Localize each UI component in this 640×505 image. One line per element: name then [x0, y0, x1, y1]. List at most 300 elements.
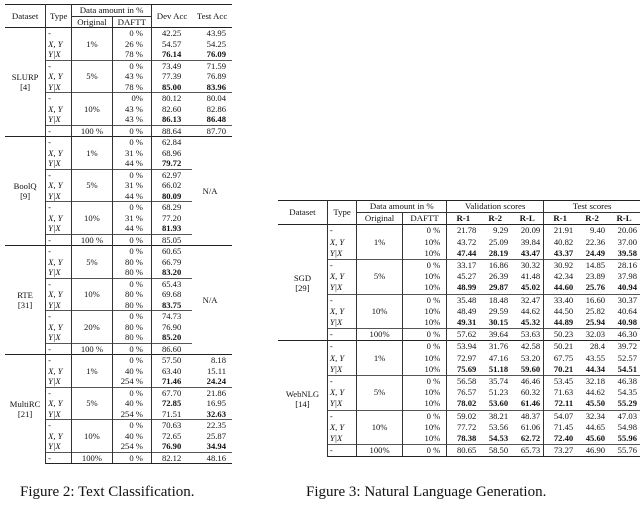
score-cell: 26.39 — [488, 271, 509, 282]
test-acc-cell: 32.63 — [206, 408, 226, 419]
type-cell: - — [46, 343, 72, 355]
type-cell: X, Y — [46, 398, 72, 409]
daftt-cell: 80 % — [125, 332, 143, 342]
type-cell: - — [327, 445, 356, 457]
score-cell: 23.89 — [585, 271, 606, 282]
score-cell: 51.18 — [488, 363, 509, 374]
col-type: Type — [46, 5, 72, 28]
score-cell: 61.06 — [520, 421, 541, 432]
score-cell: 20.06 — [608, 225, 640, 237]
type-cell: - — [327, 225, 356, 237]
daftt-cell: 0 % — [112, 60, 151, 71]
col-type: Type — [327, 201, 356, 225]
dataset-name: BoolQ — [13, 181, 37, 191]
score-cell: 46.46 — [511, 376, 544, 388]
type-cell: X, Y — [46, 431, 72, 442]
score-cell: 47.44 — [447, 248, 480, 260]
col-original: Original — [72, 16, 112, 28]
type-cell: X, Y — [327, 271, 356, 282]
score-cell: 30.15 — [488, 317, 509, 328]
col-daftt: DAFTT — [402, 213, 446, 225]
score-cell: 40.94 — [617, 282, 637, 293]
score-cell: 56.58 — [447, 376, 480, 388]
table-row — [278, 306, 640, 317]
score-cell: 18.48 — [479, 294, 511, 306]
score-cell: 39.58 — [617, 247, 637, 258]
daftt-cell: 254 % — [120, 376, 143, 386]
daftt-cell: 0 % — [402, 445, 446, 457]
score-cell: 30.37 — [608, 294, 640, 306]
daftt-cell: 43 % — [125, 103, 143, 114]
score-cell: 54.98 — [617, 421, 637, 432]
daftt-cell: 10% — [424, 236, 441, 247]
dev-acc-cell: 73.49 — [151, 60, 192, 71]
score-cell: 16.60 — [576, 294, 608, 306]
score-cell: 50.23 — [544, 329, 577, 341]
dev-acc-cell: 77.39 — [151, 71, 192, 82]
score-cell: 55.29 — [617, 398, 637, 409]
dev-acc-cell: 88.64 — [151, 125, 192, 137]
type-cell: - — [327, 260, 356, 272]
dataset-name: RTE — [17, 290, 33, 300]
type-cell: X, Y — [46, 322, 72, 333]
score-cell: 39.72 — [608, 341, 640, 353]
table-row — [278, 364, 640, 376]
score-cell: 50.21 — [544, 341, 577, 353]
score-cell: 45.60 — [585, 433, 606, 444]
score-cell: 53.20 — [520, 352, 541, 363]
score-cell: 43.47 — [520, 247, 541, 258]
score-cell: 40.64 — [617, 305, 637, 316]
daftt-cell: 0 % — [112, 28, 151, 39]
test-acc-cell: 22.35 — [192, 420, 232, 431]
score-cell: 44.89 — [544, 317, 577, 329]
original-cell: 1% — [72, 355, 112, 388]
daftt-cell: 31 % — [125, 180, 143, 190]
score-cell: 78.38 — [447, 433, 480, 445]
score-cell: 44.50 — [544, 306, 577, 317]
type-cell: - — [46, 246, 72, 257]
type-cell: Y|X — [46, 49, 72, 60]
score-cell: 41.48 — [520, 271, 541, 282]
original-cell: 10% — [72, 93, 112, 126]
daftt-cell: 44 % — [125, 158, 143, 168]
type-cell: - — [327, 410, 356, 422]
score-cell: 53.63 — [511, 329, 544, 341]
daftt-cell: 10% — [424, 421, 441, 432]
col-test-r2: R-2 — [576, 213, 608, 225]
dev-acc-cell: 66.79 — [151, 257, 192, 268]
score-cell: 44.62 — [585, 387, 606, 398]
score-cell: 45.50 — [585, 398, 606, 409]
daftt-cell: 0 % — [402, 225, 446, 237]
original-cell: 100% — [357, 445, 403, 457]
score-cell: 29.87 — [488, 282, 509, 293]
dev-acc-cell: 72.65 — [151, 431, 192, 442]
score-cell: 46.30 — [608, 329, 640, 341]
dev-acc-cell: 42.25 — [151, 28, 192, 39]
type-cell: - — [46, 355, 72, 366]
table-row — [278, 353, 640, 364]
dataset-cell — [5, 355, 46, 464]
type-cell: Y|X — [327, 364, 356, 376]
figure-caption-nlg: Figure 3: Natural Language Generation. — [306, 484, 547, 500]
table-row — [278, 398, 640, 410]
test-acc-cell: 15.11 — [206, 365, 226, 376]
type-cell: - — [46, 202, 72, 213]
type-cell: - — [327, 294, 356, 306]
daftt-cell: 0 % — [112, 234, 151, 246]
score-cell: 80.65 — [447, 445, 480, 457]
score-cell: 37.98 — [617, 271, 637, 282]
daftt-cell: 80 % — [125, 267, 143, 277]
score-cell: 43.55 — [585, 352, 606, 363]
score-cell: 45.27 — [447, 271, 480, 282]
test-acc-cell: 87.70 — [192, 125, 232, 137]
test-acc-cell: 54.25 — [206, 38, 226, 49]
dev-acc-cell: 72.85 — [151, 398, 192, 409]
original-cell: 10% — [357, 410, 403, 445]
original-cell: 5% — [72, 246, 112, 279]
col-test-acc: Test Acc — [192, 5, 232, 28]
table-row — [278, 329, 640, 341]
dev-acc-cell: 76.90 — [151, 441, 192, 452]
test-acc-cell: 34.94 — [206, 441, 226, 451]
score-cell: 35.48 — [447, 294, 480, 306]
dev-acc-cell: 71.46 — [151, 376, 192, 387]
col-dev-acc: Dev Acc — [151, 5, 192, 28]
score-cell: 54.51 — [617, 363, 637, 374]
score-cell: 49.31 — [447, 317, 480, 329]
col-test-scores: Test scores — [544, 201, 640, 213]
dev-acc-cell: 76.14 — [151, 49, 192, 60]
dev-acc-cell: 82.60 — [151, 104, 192, 115]
test-acc-cell: 43.95 — [192, 28, 232, 39]
table-row — [278, 225, 640, 237]
dev-acc-cell: 85.05 — [151, 234, 192, 246]
type-cell: - — [46, 137, 72, 148]
type-cell: Y|X — [46, 441, 72, 452]
daftt-cell: 10% — [424, 398, 441, 409]
type-cell: Y|X — [46, 158, 72, 169]
daftt-cell: 0 % — [112, 278, 151, 289]
original-cell: 10% — [72, 278, 112, 311]
type-cell: - — [46, 420, 72, 431]
type-cell: - — [327, 376, 356, 388]
dev-acc-cell: 68.96 — [151, 148, 192, 159]
score-cell: 28.4 — [576, 341, 608, 353]
daftt-cell: 44 % — [125, 223, 143, 233]
score-cell: 53.56 — [488, 421, 509, 432]
col-validation-scores: Validation scores — [447, 201, 544, 213]
type-cell: X, Y — [46, 71, 72, 82]
table-row — [278, 282, 640, 294]
table-row — [278, 294, 640, 306]
type-cell: - — [46, 311, 72, 322]
col-data-amount: Data amount in % — [357, 201, 447, 213]
dataset-name: SGD — [293, 272, 312, 283]
score-cell: 65.73 — [511, 445, 544, 457]
original-cell: 1% — [72, 137, 112, 170]
original-cell: 100% — [72, 452, 112, 464]
dev-acc-cell: 77.20 — [151, 213, 192, 224]
dev-acc-cell: 57.50 — [151, 355, 192, 366]
figure-caption-text-classification: Figure 2: Text Classification. — [20, 484, 195, 500]
score-cell: 32.34 — [576, 410, 608, 422]
test-acc-cell: 25.87 — [206, 430, 226, 441]
dev-acc-cell: 85.20 — [151, 332, 192, 343]
score-cell: 21.91 — [544, 225, 577, 237]
type-cell: Y|X — [327, 317, 356, 329]
table-row — [278, 260, 640, 272]
score-cell: 72.40 — [544, 433, 577, 445]
score-cell: 46.38 — [608, 376, 640, 388]
dataset-ref: [29] — [295, 282, 310, 293]
original-cell: 5% — [72, 169, 112, 202]
dev-acc-cell: 81.93 — [151, 223, 192, 234]
daftt-cell: 43 % — [125, 114, 143, 124]
type-cell: - — [46, 234, 72, 246]
score-cell: 53.60 — [488, 398, 509, 409]
col-val-r1: R-1 — [447, 213, 480, 225]
table-row — [278, 410, 640, 422]
type-cell: X, Y — [327, 237, 356, 248]
table-row — [278, 317, 640, 329]
daftt-cell: 80 % — [125, 256, 143, 267]
daftt-cell: 0 % — [112, 420, 151, 431]
col-test-rl: R-L — [608, 213, 640, 225]
type-cell: Y|X — [46, 114, 72, 125]
dataset-cell — [5, 137, 46, 246]
score-cell: 28.16 — [608, 260, 640, 272]
score-cell: 73.27 — [544, 445, 577, 457]
type-cell: Y|X — [46, 376, 72, 387]
score-cell: 72.97 — [447, 353, 480, 364]
daftt-cell: 80 % — [125, 321, 143, 332]
score-cell: 76.57 — [447, 387, 480, 398]
type-cell: X, Y — [46, 366, 72, 377]
type-cell: Y|X — [46, 223, 72, 234]
table-row — [5, 28, 232, 39]
type-cell: - — [46, 28, 72, 39]
type-cell: Y|X — [46, 267, 72, 278]
dev-acc-cell: 86.13 — [151, 114, 192, 125]
dataset-cell — [5, 28, 46, 137]
dataset-cell — [278, 225, 327, 341]
type-cell: - — [46, 387, 72, 398]
type-cell: Y|X — [46, 191, 72, 202]
score-cell: 71.45 — [544, 422, 577, 433]
score-cell: 51.23 — [488, 387, 509, 398]
score-cell: 45.02 — [520, 282, 541, 293]
dev-acc-cell: 69.68 — [151, 289, 192, 300]
original-cell: 10% — [72, 420, 112, 453]
original-cell: 10% — [72, 202, 112, 235]
score-cell: 42.34 — [544, 271, 577, 282]
type-cell: Y|X — [327, 282, 356, 294]
type-cell: X, Y — [46, 289, 72, 300]
test-acc-cell: 83.96 — [206, 81, 226, 92]
dataset-ref: [21] — [17, 409, 33, 420]
dataset-cell — [278, 341, 327, 457]
score-cell: 75.69 — [447, 364, 480, 376]
original-cell: 5% — [357, 260, 403, 295]
type-cell: - — [46, 169, 72, 180]
dev-acc-cell: 85.00 — [151, 82, 192, 93]
dev-acc-cell: 63.40 — [151, 366, 192, 377]
original-cell: 100 % — [72, 234, 112, 246]
dev-acc-cell: 83.75 — [151, 300, 192, 311]
score-cell: 42.58 — [511, 341, 544, 353]
score-cell: 20.09 — [511, 225, 544, 237]
daftt-cell: 0 % — [112, 137, 151, 148]
score-cell: 39.64 — [479, 329, 511, 341]
daftt-cell: 0 % — [112, 452, 151, 464]
daftt-cell: 0 % — [112, 246, 151, 257]
daftt-cell: 0 % — [112, 169, 151, 180]
type-cell: - — [46, 93, 72, 104]
type-cell: X, Y — [46, 180, 72, 191]
score-cell: 52.57 — [617, 352, 637, 363]
original-cell: 5% — [357, 376, 403, 411]
score-cell: 59.60 — [520, 363, 541, 374]
score-cell: 16.86 — [479, 260, 511, 272]
dataset-name: MultiRC — [9, 399, 41, 410]
score-cell: 53.45 — [544, 376, 577, 388]
type-cell: - — [46, 60, 72, 71]
score-cell: 47.03 — [608, 410, 640, 422]
score-cell: 32.18 — [576, 376, 608, 388]
score-cell: 43.37 — [544, 248, 577, 260]
dev-acc-cell: 62.84 — [151, 137, 192, 148]
dev-acc-cell: 80.09 — [151, 191, 192, 202]
type-cell: - — [46, 452, 72, 464]
dataset-ref: [4] — [20, 82, 31, 92]
dev-acc-cell: 65.43 — [151, 278, 192, 289]
score-cell: 70.21 — [544, 364, 577, 376]
daftt-cell: 40 % — [125, 398, 143, 408]
test-acc-cell: 16.95 — [206, 398, 226, 408]
dev-acc-cell: 66.02 — [151, 180, 192, 191]
type-cell: X, Y — [46, 148, 72, 159]
test-acc-cell: 8.18 — [192, 355, 232, 366]
score-cell: 48.49 — [447, 306, 480, 317]
score-cell: 25.09 — [488, 236, 509, 247]
daftt-cell: 254 % — [120, 441, 143, 451]
score-cell: 38.21 — [479, 410, 511, 422]
daftt-cell: 0 % — [402, 329, 446, 341]
type-cell: Y|X — [46, 82, 72, 93]
dataset-ref: [14] — [295, 399, 310, 410]
daftt-cell: 10% — [424, 317, 441, 328]
test-acc-cell: 48.16 — [192, 452, 232, 464]
original-cell: 20% — [72, 311, 112, 344]
test-acc-cell: 76.89 — [206, 71, 226, 81]
original-cell: 100 % — [72, 125, 112, 137]
daftt-cell: 0 % — [402, 410, 446, 422]
type-cell: - — [46, 125, 72, 137]
score-cell: 43.72 — [447, 237, 480, 248]
daftt-cell: 26 % — [125, 38, 143, 49]
daftt-cell: 80 % — [125, 299, 143, 310]
col-test-r1: R-1 — [544, 213, 577, 225]
daftt-cell: 78 % — [125, 81, 143, 92]
score-cell: 30.32 — [511, 260, 544, 272]
daftt-cell: 0 % — [112, 355, 151, 366]
type-cell: Y|X — [327, 248, 356, 260]
daftt-cell: 10% — [424, 433, 441, 444]
daftt-cell: 43 % — [125, 71, 143, 81]
col-val-rl: R-L — [511, 213, 544, 225]
table-row — [278, 433, 640, 445]
score-cell: 35.74 — [479, 376, 511, 388]
score-cell: 40.82 — [544, 237, 577, 248]
test-acc-cell: 71.59 — [192, 60, 232, 71]
score-cell: 25.82 — [585, 305, 606, 316]
score-cell: 46.90 — [576, 445, 608, 457]
type-cell: - — [327, 329, 356, 341]
dataset-name: WebNLG — [285, 389, 320, 400]
table-row — [5, 355, 232, 366]
score-cell: 57.62 — [447, 329, 480, 341]
type-cell: X, Y — [46, 39, 72, 50]
score-cell: 39.84 — [520, 236, 541, 247]
score-cell: 55.96 — [617, 433, 637, 444]
table-row — [278, 376, 640, 388]
score-cell: 30.92 — [544, 260, 577, 272]
type-cell: Y|X — [46, 300, 72, 311]
col-original: Original — [357, 213, 403, 225]
dev-acc-cell: 79.72 — [151, 158, 192, 169]
nlg-table — [278, 200, 640, 457]
score-cell: 48.37 — [511, 410, 544, 422]
dev-acc-cell: 71.51 — [151, 409, 192, 420]
daftt-cell: 0 % — [112, 387, 151, 398]
score-cell: 44.60 — [544, 282, 577, 294]
score-cell: 31.76 — [479, 341, 511, 353]
score-cell: 22.36 — [585, 236, 606, 247]
table-row — [278, 422, 640, 433]
text-classification-table — [5, 4, 232, 464]
dev-acc-cell: 62.97 — [151, 169, 192, 180]
type-cell: X, Y — [46, 104, 72, 115]
test-acc-cell: N/A — [192, 137, 232, 246]
dev-acc-cell: 86.60 — [151, 343, 192, 355]
table-row — [5, 246, 232, 257]
score-cell: 45.32 — [520, 317, 541, 328]
table-row — [5, 137, 232, 148]
score-cell: 25.76 — [585, 282, 606, 293]
table-row — [278, 387, 640, 398]
dev-acc-cell: 74.73 — [151, 311, 192, 322]
daftt-cell: 0 % — [402, 260, 446, 272]
col-dataset: Dataset — [5, 5, 46, 28]
score-cell: 58.50 — [479, 445, 511, 457]
score-cell: 47.16 — [488, 352, 509, 363]
daftt-cell: 254 % — [120, 408, 143, 419]
type-cell: X, Y — [327, 353, 356, 364]
dataset-ref: [31] — [17, 300, 33, 310]
daftt-cell: 0 % — [402, 294, 446, 306]
table-row — [278, 271, 640, 282]
daftt-cell: 10% — [424, 305, 441, 316]
score-cell: 28.19 — [488, 247, 509, 258]
daftt-cell: 10% — [424, 247, 441, 258]
original-cell: 10% — [357, 294, 403, 329]
type-cell: Y|X — [327, 398, 356, 410]
type-cell: - — [46, 278, 72, 289]
dev-acc-cell: 80.12 — [151, 93, 192, 104]
